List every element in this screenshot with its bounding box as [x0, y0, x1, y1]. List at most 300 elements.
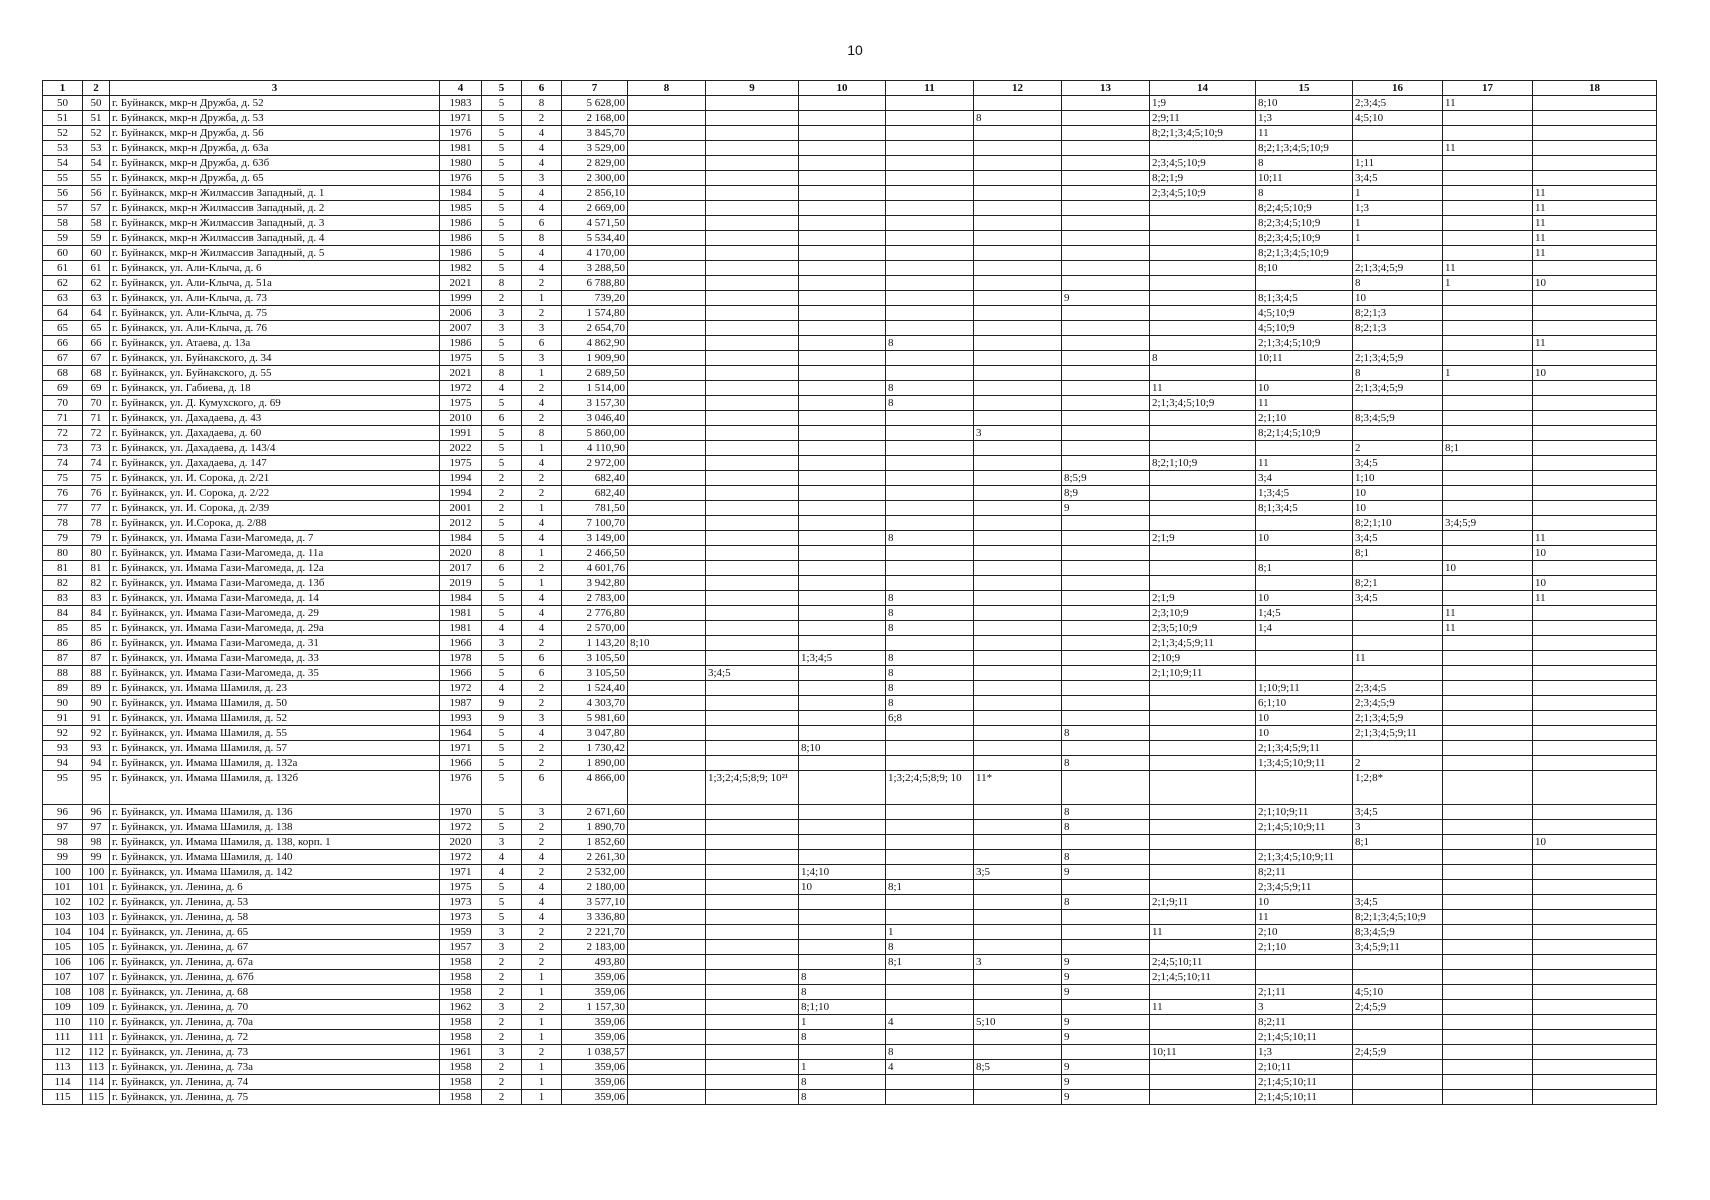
schedule-cell-col-9 — [706, 351, 799, 366]
schedule-cell-col-8 — [628, 141, 706, 156]
schedule-cell-col-10 — [799, 576, 886, 591]
schedule-cell-col-18 — [1533, 741, 1657, 756]
schedule-cell-col-17 — [1443, 880, 1533, 895]
table-row — [43, 835, 1657, 850]
schedule-cell-col-8 — [628, 246, 706, 261]
schedule-cell-col-16: 1 — [1353, 231, 1443, 246]
schedule-cell-col-13 — [1062, 561, 1150, 576]
schedule-cell-col-9 — [706, 96, 799, 111]
schedule-cell-col-8 — [628, 925, 706, 940]
schedule-cell-col-16 — [1353, 880, 1443, 895]
entrances-cell: 4 — [522, 261, 562, 276]
house-index-cell: 94 — [83, 756, 110, 771]
year-built-cell: 1958 — [440, 970, 482, 985]
schedule-cell-col-16: 2;1;3;4;5;9 — [1353, 261, 1443, 276]
schedule-cell-col-16: 8;1 — [1353, 546, 1443, 561]
floors-cell: 9 — [482, 696, 522, 711]
schedule-cell-col-10 — [799, 186, 886, 201]
row-number-cell: 99 — [43, 850, 83, 865]
schedule-cell-col-11 — [886, 820, 974, 835]
schedule-cell-col-18 — [1533, 850, 1657, 865]
floors-cell: 2 — [482, 985, 522, 1000]
schedule-cell-col-15: 1;4 — [1256, 621, 1353, 636]
schedule-cell-col-16: 8;2;1 — [1353, 576, 1443, 591]
schedule-cell-col-15: 8 — [1256, 156, 1353, 171]
schedule-cell-col-12 — [974, 546, 1062, 561]
schedule-cell-col-16: 10 — [1353, 486, 1443, 501]
table-row — [43, 606, 1657, 621]
floors-cell: 5 — [482, 726, 522, 741]
floors-cell: 5 — [482, 156, 522, 171]
schedule-cell-col-9 — [706, 411, 799, 426]
schedule-cell-col-16: 2;1;3;4;5;9 — [1353, 381, 1443, 396]
row-number-cell: 88 — [43, 666, 83, 681]
schedule-cell-col-18 — [1533, 1045, 1657, 1060]
row-number-cell: 90 — [43, 696, 83, 711]
table-row — [43, 771, 1657, 805]
year-built-cell: 1976 — [440, 171, 482, 186]
schedule-cell-col-12 — [974, 366, 1062, 381]
schedule-cell-col-14 — [1150, 1075, 1256, 1090]
schedule-cell-col-16 — [1353, 336, 1443, 351]
schedule-cell-col-11: 8 — [886, 1045, 974, 1060]
schedule-cell-col-16: 1 — [1353, 216, 1443, 231]
house-index-cell: 93 — [83, 741, 110, 756]
schedule-cell-col-9 — [706, 291, 799, 306]
schedule-cell-col-9 — [706, 186, 799, 201]
schedule-cell-col-11 — [886, 1075, 974, 1090]
schedule-cell-col-9 — [706, 261, 799, 276]
area-cell: 1 574,80 — [562, 306, 628, 321]
area-cell: 1 514,00 — [562, 381, 628, 396]
table-row — [43, 756, 1657, 771]
schedule-cell-col-11 — [886, 636, 974, 651]
schedule-cell-col-8 — [628, 576, 706, 591]
row-number-cell: 69 — [43, 381, 83, 396]
schedule-cell-col-15: 1;3 — [1256, 1045, 1353, 1060]
column-header-3: 3 — [110, 81, 440, 96]
schedule-cell-col-18 — [1533, 1000, 1657, 1015]
schedule-cell-col-13 — [1062, 351, 1150, 366]
year-built-cell: 1958 — [440, 1090, 482, 1105]
entrances-cell: 1 — [522, 546, 562, 561]
schedule-cell-col-9 — [706, 820, 799, 835]
floors-cell: 5 — [482, 201, 522, 216]
floors-cell: 4 — [482, 621, 522, 636]
schedule-cell-col-9 — [706, 895, 799, 910]
schedule-cell-col-9 — [706, 621, 799, 636]
row-number-cell: 83 — [43, 591, 83, 606]
schedule-cell-col-13 — [1062, 141, 1150, 156]
row-number-cell: 65 — [43, 321, 83, 336]
schedule-cell-col-15 — [1256, 970, 1353, 985]
area-cell: 3 157,30 — [562, 396, 628, 411]
table-row — [43, 576, 1657, 591]
entrances-cell: 2 — [522, 756, 562, 771]
schedule-cell-col-18 — [1533, 171, 1657, 186]
area-cell: 1 038,57 — [562, 1045, 628, 1060]
year-built-cell: 1966 — [440, 756, 482, 771]
schedule-cell-col-16: 8;3;4;5;9 — [1353, 925, 1443, 940]
row-number-cell: 89 — [43, 681, 83, 696]
year-built-cell: 1972 — [440, 850, 482, 865]
schedule-cell-col-9 — [706, 366, 799, 381]
schedule-cell-col-13 — [1062, 111, 1150, 126]
schedule-cell-col-8 — [628, 621, 706, 636]
entrances-cell: 3 — [522, 351, 562, 366]
year-built-cell: 1984 — [440, 186, 482, 201]
schedule-cell-col-8 — [628, 351, 706, 366]
schedule-cell-col-11 — [886, 156, 974, 171]
schedule-cell-col-9 — [706, 606, 799, 621]
entrances-cell: 1 — [522, 366, 562, 381]
schedule-cell-col-15 — [1256, 441, 1353, 456]
schedule-cell-col-14: 2;3;4;5;10;9 — [1150, 186, 1256, 201]
schedule-cell-col-17 — [1443, 970, 1533, 985]
schedule-cell-col-13 — [1062, 880, 1150, 895]
address-cell: г. Буйнакск, ул. Дахадаева, д. 43 — [110, 411, 440, 426]
table-row — [43, 985, 1657, 1000]
schedule-cell-col-16: 2;3;4;5;9 — [1353, 696, 1443, 711]
row-number-cell: 91 — [43, 711, 83, 726]
address-cell: г. Буйнакск, ул. Буйнакского, д. 34 — [110, 351, 440, 366]
schedule-cell-col-16: 8;2;1;10 — [1353, 516, 1443, 531]
floors-cell: 5 — [482, 126, 522, 141]
schedule-cell-col-8 — [628, 681, 706, 696]
schedule-cell-col-16: 4;5;10 — [1353, 985, 1443, 1000]
schedule-cell-col-13 — [1062, 940, 1150, 955]
schedule-cell-col-14 — [1150, 1015, 1256, 1030]
schedule-cell-col-9 — [706, 501, 799, 516]
area-cell: 493,80 — [562, 955, 628, 970]
schedule-cell-col-12 — [974, 276, 1062, 291]
schedule-cell-col-12: 3 — [974, 955, 1062, 970]
schedule-cell-col-16: 1;10 — [1353, 471, 1443, 486]
schedule-cell-col-18 — [1533, 1075, 1657, 1090]
schedule-cell-col-12 — [974, 726, 1062, 741]
area-cell: 2 466,50 — [562, 546, 628, 561]
schedule-cell-col-11: 8 — [886, 591, 974, 606]
table-row — [43, 711, 1657, 726]
year-built-cell: 1991 — [440, 426, 482, 441]
floors-cell: 5 — [482, 441, 522, 456]
table-row — [43, 276, 1657, 291]
house-index-cell: 102 — [83, 895, 110, 910]
table-row — [43, 1000, 1657, 1015]
schedule-cell-col-12 — [974, 306, 1062, 321]
schedule-cell-col-8 — [628, 411, 706, 426]
year-built-cell: 2021 — [440, 276, 482, 291]
address-cell: г. Буйнакск, ул. Имама Гази-Магомеда, д. 11а — [110, 546, 440, 561]
schedule-cell-col-16 — [1353, 970, 1443, 985]
row-number-cell: 103 — [43, 910, 83, 925]
table-row — [43, 895, 1657, 910]
schedule-cell-col-15: 8;2;4;5;10;9 — [1256, 201, 1353, 216]
row-number-cell: 113 — [43, 1060, 83, 1075]
schedule-cell-col-11: 8 — [886, 531, 974, 546]
schedule-cell-col-15: 8;10 — [1256, 96, 1353, 111]
schedule-cell-col-8 — [628, 501, 706, 516]
schedule-cell-col-17 — [1443, 396, 1533, 411]
table-row — [43, 411, 1657, 426]
entrances-cell: 1 — [522, 291, 562, 306]
schedule-cell-col-17 — [1443, 426, 1533, 441]
year-built-cell: 1958 — [440, 1015, 482, 1030]
schedule-cell-col-16: 8 — [1353, 276, 1443, 291]
schedule-cell-col-11 — [886, 441, 974, 456]
row-number-cell: 73 — [43, 441, 83, 456]
schedule-cell-col-16: 10 — [1353, 291, 1443, 306]
year-built-cell: 1986 — [440, 231, 482, 246]
schedule-cell-col-17 — [1443, 231, 1533, 246]
house-index-cell: 98 — [83, 835, 110, 850]
schedule-cell-col-15: 2;10;11 — [1256, 1060, 1353, 1075]
schedule-cell-col-10 — [799, 156, 886, 171]
area-cell: 4 110,90 — [562, 441, 628, 456]
schedule-cell-col-16: 3;4;5 — [1353, 456, 1443, 471]
schedule-cell-col-15: 8 — [1256, 186, 1353, 201]
schedule-cell-col-16: 3;4;5 — [1353, 591, 1443, 606]
address-cell: г. Буйнакск, ул. Ленина, д. 6 — [110, 880, 440, 895]
schedule-cell-col-18 — [1533, 486, 1657, 501]
schedule-cell-col-17 — [1443, 546, 1533, 561]
schedule-cell-col-15: 8;2;1;3;4;5;10;9 — [1256, 141, 1353, 156]
schedule-cell-col-8 — [628, 835, 706, 850]
schedule-cell-col-11 — [886, 516, 974, 531]
schedule-cell-col-18 — [1533, 606, 1657, 621]
schedule-cell-col-12 — [974, 711, 1062, 726]
floors-cell: 2 — [482, 501, 522, 516]
schedule-cell-col-12: 3 — [974, 426, 1062, 441]
table-row — [43, 741, 1657, 756]
schedule-cell-col-13: 9 — [1062, 865, 1150, 880]
floors-cell: 2 — [482, 471, 522, 486]
schedule-cell-col-12 — [974, 486, 1062, 501]
schedule-cell-col-15: 2;1;10 — [1256, 940, 1353, 955]
table-row — [43, 186, 1657, 201]
schedule-cell-col-16 — [1353, 955, 1443, 970]
schedule-cell-col-16: 3;4;5 — [1353, 895, 1443, 910]
year-built-cell: 1958 — [440, 1030, 482, 1045]
schedule-cell-col-9 — [706, 805, 799, 820]
schedule-cell-col-16: 3;4;5;9;11 — [1353, 940, 1443, 955]
floors-cell: 5 — [482, 336, 522, 351]
schedule-cell-col-13 — [1062, 246, 1150, 261]
schedule-cell-col-14 — [1150, 516, 1256, 531]
schedule-cell-col-17: 3;4;5;9 — [1443, 516, 1533, 531]
schedule-cell-col-15: 2;1;11 — [1256, 985, 1353, 1000]
schedule-cell-col-8 — [628, 366, 706, 381]
schedule-cell-col-17 — [1443, 411, 1533, 426]
schedule-cell-col-16: 1;11 — [1353, 156, 1443, 171]
schedule-cell-col-17 — [1443, 985, 1533, 1000]
schedule-cell-col-11: 8 — [886, 696, 974, 711]
floors-cell: 3 — [482, 940, 522, 955]
address-cell: г. Буйнакск, ул. Дахадаева, д. 143/4 — [110, 441, 440, 456]
schedule-cell-col-13 — [1062, 925, 1150, 940]
schedule-cell-col-18 — [1533, 651, 1657, 666]
schedule-cell-col-17 — [1443, 850, 1533, 865]
schedule-cell-col-8 — [628, 1090, 706, 1105]
table-row — [43, 486, 1657, 501]
schedule-cell-col-18 — [1533, 456, 1657, 471]
schedule-cell-col-12 — [974, 456, 1062, 471]
schedule-cell-col-10 — [799, 516, 886, 531]
entrances-cell: 2 — [522, 835, 562, 850]
schedule-cell-col-15: 4;5;10;9 — [1256, 306, 1353, 321]
schedule-cell-col-12: 8;5 — [974, 1060, 1062, 1075]
floors-cell: 5 — [482, 351, 522, 366]
schedule-cell-col-16: 2 — [1353, 441, 1443, 456]
area-cell: 3 942,80 — [562, 576, 628, 591]
schedule-cell-col-11: 8;1 — [886, 880, 974, 895]
schedule-cell-col-10 — [799, 96, 886, 111]
table-row — [43, 336, 1657, 351]
schedule-cell-col-10 — [799, 111, 886, 126]
schedule-cell-col-12: 5;10 — [974, 1015, 1062, 1030]
house-index-cell: 68 — [83, 366, 110, 381]
schedule-cell-col-18 — [1533, 726, 1657, 741]
year-built-cell: 2001 — [440, 501, 482, 516]
area-cell: 3 047,80 — [562, 726, 628, 741]
schedule-cell-col-14 — [1150, 1090, 1256, 1105]
schedule-cell-col-10 — [799, 456, 886, 471]
floors-cell: 6 — [482, 411, 522, 426]
floors-cell: 3 — [482, 321, 522, 336]
row-number-cell: 52 — [43, 126, 83, 141]
schedule-cell-col-8 — [628, 910, 706, 925]
row-number-cell: 115 — [43, 1090, 83, 1105]
schedule-cell-col-15: 10;11 — [1256, 171, 1353, 186]
schedule-cell-col-8 — [628, 970, 706, 985]
house-index-cell: 97 — [83, 820, 110, 835]
floors-cell: 5 — [482, 456, 522, 471]
schedule-cell-col-8 — [628, 126, 706, 141]
schedule-cell-col-11: 6;8 — [886, 711, 974, 726]
floors-cell: 5 — [482, 141, 522, 156]
house-index-cell: 81 — [83, 561, 110, 576]
table-row — [43, 621, 1657, 636]
address-cell: г. Буйнакск, ул. Ленина, д. 67б — [110, 970, 440, 985]
area-cell: 4 303,70 — [562, 696, 628, 711]
schedule-cell-col-12 — [974, 925, 1062, 940]
row-number-cell: 102 — [43, 895, 83, 910]
schedule-cell-col-11: 8 — [886, 621, 974, 636]
schedule-cell-col-14 — [1150, 741, 1256, 756]
address-cell: г. Буйнакск, ул. И. Сорока, д. 2/22 — [110, 486, 440, 501]
floors-cell: 5 — [482, 910, 522, 925]
year-built-cell: 2007 — [440, 321, 482, 336]
schedule-cell-col-8 — [628, 216, 706, 231]
area-cell: 359,06 — [562, 1090, 628, 1105]
schedule-cell-col-12 — [974, 351, 1062, 366]
row-number-cell: 81 — [43, 561, 83, 576]
schedule-cell-col-12 — [974, 681, 1062, 696]
house-index-cell: 62 — [83, 276, 110, 291]
schedule-cell-col-11 — [886, 486, 974, 501]
schedule-cell-col-17 — [1443, 456, 1533, 471]
schedule-cell-col-13 — [1062, 441, 1150, 456]
schedule-cell-col-13 — [1062, 381, 1150, 396]
area-cell: 1 890,00 — [562, 756, 628, 771]
house-index-cell: 87 — [83, 651, 110, 666]
schedule-cell-col-8 — [628, 441, 706, 456]
schedule-cell-col-14 — [1150, 561, 1256, 576]
schedule-cell-col-13 — [1062, 336, 1150, 351]
schedule-cell-col-15: 3 — [1256, 1000, 1353, 1015]
schedule-cell-col-9 — [706, 111, 799, 126]
schedule-cell-col-13 — [1062, 606, 1150, 621]
schedule-cell-col-9 — [706, 1000, 799, 1015]
table-row — [43, 126, 1657, 141]
schedule-cell-col-13 — [1062, 531, 1150, 546]
address-cell: г. Буйнакск, ул. Ленина, д. 67 — [110, 940, 440, 955]
schedule-cell-col-14: 2;10;9 — [1150, 651, 1256, 666]
year-built-cell: 1975 — [440, 880, 482, 895]
schedule-cell-col-11 — [886, 246, 974, 261]
schedule-cell-col-8 — [628, 111, 706, 126]
schedule-cell-col-8 — [628, 985, 706, 1000]
schedule-cell-col-8 — [628, 940, 706, 955]
schedule-cell-col-16: 2;4;5;9 — [1353, 1045, 1443, 1060]
schedule-cell-col-14 — [1150, 411, 1256, 426]
area-cell: 4 170,00 — [562, 246, 628, 261]
schedule-cell-col-17 — [1443, 156, 1533, 171]
table-row — [43, 1090, 1657, 1105]
address-cell: г. Буйнакск, ул. Имама Гази-Магомеда, д. 13б — [110, 576, 440, 591]
schedule-cell-col-14 — [1150, 1030, 1256, 1045]
area-cell: 2 183,00 — [562, 940, 628, 955]
schedule-cell-col-11 — [886, 291, 974, 306]
schedule-cell-col-14 — [1150, 681, 1256, 696]
schedule-cell-col-10 — [799, 261, 886, 276]
schedule-cell-col-8 — [628, 201, 706, 216]
schedule-cell-col-12 — [974, 591, 1062, 606]
table-body — [43, 96, 1657, 1105]
address-cell: г. Буйнакск, ул. И.Сорока, д. 2/88 — [110, 516, 440, 531]
schedule-cell-col-14: 2;1;4;5;10;11 — [1150, 970, 1256, 985]
schedule-cell-col-16: 1 — [1353, 186, 1443, 201]
schedule-cell-col-13 — [1062, 910, 1150, 925]
schedule-cell-col-17 — [1443, 805, 1533, 820]
schedule-cell-col-17 — [1443, 126, 1533, 141]
column-header-17: 17 — [1443, 81, 1533, 96]
table-row — [43, 381, 1657, 396]
area-cell: 1 730,42 — [562, 741, 628, 756]
row-number-cell: 61 — [43, 261, 83, 276]
address-cell: г. Буйнакск, мкр-н Дружба, д. 63а — [110, 141, 440, 156]
schedule-cell-col-11 — [886, 1030, 974, 1045]
schedule-cell-col-16: 2;1;3;4;5;9 — [1353, 711, 1443, 726]
schedule-cell-col-17 — [1443, 111, 1533, 126]
schedule-cell-col-18 — [1533, 696, 1657, 711]
address-cell: г. Буйнакск, ул. Ленина, д. 70а — [110, 1015, 440, 1030]
house-index-cell: 109 — [83, 1000, 110, 1015]
house-index-cell: 71 — [83, 411, 110, 426]
schedule-cell-col-11: 4 — [886, 1015, 974, 1030]
schedule-cell-col-15: 6;1;10 — [1256, 696, 1353, 711]
entrances-cell: 2 — [522, 1000, 562, 1015]
schedule-cell-col-18: 10 — [1533, 835, 1657, 850]
schedule-cell-col-11: 8 — [886, 666, 974, 681]
house-index-cell: 67 — [83, 351, 110, 366]
schedule-cell-col-16 — [1353, 561, 1443, 576]
entrances-cell: 2 — [522, 741, 562, 756]
schedule-cell-col-11 — [886, 805, 974, 820]
schedule-cell-col-11 — [886, 970, 974, 985]
row-number-cell: 104 — [43, 925, 83, 940]
table-row — [43, 156, 1657, 171]
